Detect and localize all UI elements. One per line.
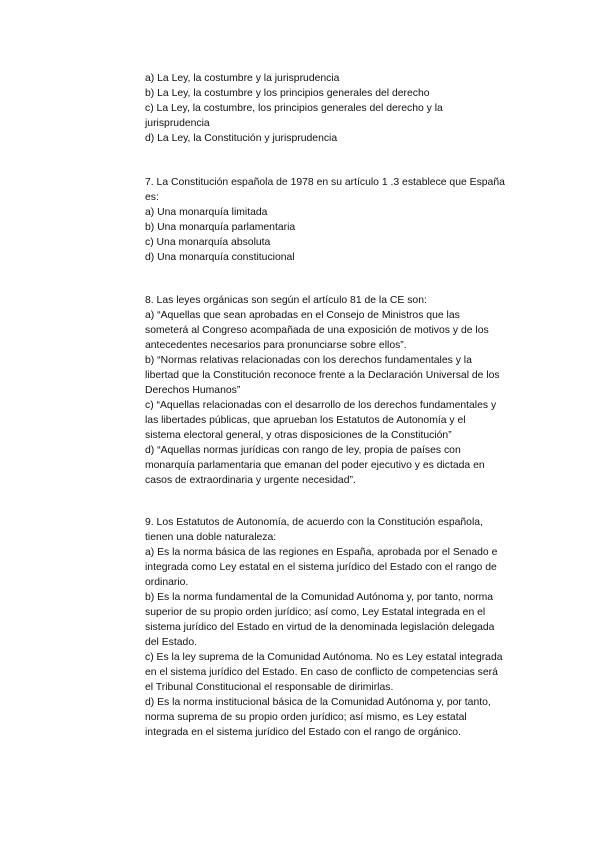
q8-option-d-cont: monarquía parlamentaria que emanan del poder ejecutivo y es dictada en (145, 460, 485, 471)
q9-option-a-cont: integrada como Ley estatal en el sistema jurídico del Estado con el rango de (145, 562, 497, 573)
q8-option-b: b) “Normas relativas relacionadas con los derechos fundamentales y la (145, 355, 472, 366)
q8-stem: 8. Las leyes orgánicas son según el artículo 81 de la CE son: (145, 295, 427, 306)
q9-stem: 9. Los Estatutos de Autonomía, de acuerdo con la Constitución española, (145, 517, 483, 528)
q8-option-c-cont: sistema electoral general, y otras disposiciones de la Constitución” (145, 430, 452, 441)
q6-option-c-cont: jurisprudencia (145, 118, 210, 129)
q7-option-a: a) Una monarquía limitada (145, 207, 268, 218)
q6-option-c: c) La Ley, la costumbre, los principios generales del derecho y la (145, 103, 443, 114)
q9-option-a: a) Es la norma básica de las regiones en España, aprobada por el Senado e (145, 547, 498, 558)
q9-stem-cont: tienen una doble naturaleza: (145, 532, 277, 543)
question-8 (145, 293, 535, 488)
question-6-options (145, 71, 535, 146)
q7-option-c: c) Una monarquía absoluta (145, 237, 271, 248)
q9-option-d: d) Es la norma institucional básica de la Comunidad Autónoma y, por tanto, (145, 697, 491, 708)
question-9 (145, 515, 535, 740)
q9-option-c: c) Es la ley suprema de la Comunidad Autónoma. No es Ley estatal integrada (145, 652, 503, 663)
q9-option-d-cont: integrada en el sistema jurídico del Estado con el rango de orgánico. (145, 727, 461, 738)
q8-option-b-cont: Derechos Humanos” (145, 385, 241, 396)
q6-option-b: b) La Ley, la costumbre y los principios generales del derecho (145, 88, 430, 99)
q8-option-d-cont: casos de extraordinaria y urgente necesidad”. (145, 475, 356, 486)
q8-option-a-cont: antecedentes necesarios para pronunciarse sobre ellos”. (145, 340, 407, 351)
q8-option-d: d) “Aquellas normas jurídicas con rango de ley, propia de países con (145, 445, 461, 456)
q8-option-c: c) “Aquellas relacionadas con el desarrollo de los derechos fundamentales y (145, 400, 497, 411)
q8-option-b-cont: libertad que la Constitución reconoce frente a la Declaración Universal de los (145, 370, 500, 381)
q9-option-a-cont: ordinario. (145, 577, 189, 588)
q9-option-c-cont: en el sistema jurídico del Estado. En caso de conflicto de competencias será (145, 667, 498, 678)
q7-stem-cont: es: (145, 192, 159, 203)
q9-option-b-cont: superior de su propio orden jurídico; así como, Ley Estatal integrada en el (145, 607, 486, 618)
q9-option-c-cont: el Tribunal Constitucional el responsable de dirimirlas. (145, 682, 394, 693)
q6-option-d: d) La Ley, la Constitución y jurisprudencia (145, 133, 338, 144)
q9-option-d-cont: norma suprema de su propio orden jurídico; así mismo, es Ley estatal (145, 712, 467, 723)
q6-option-a: a) La Ley, la costumbre y la jurisprudencia (145, 73, 340, 84)
q9-option-b-cont: sistema jurídico del Estado en virtud de la denominada legislación delegada (145, 622, 495, 633)
q8-option-a: a) “Aquellas que sean aprobadas en el Consejo de Ministros que las (145, 310, 460, 321)
q7-option-d: d) Una monarquía constitucional (145, 252, 295, 263)
q9-option-b: b) Es la norma fundamental de la Comunidad Autónoma y, por tanto, norma (145, 592, 494, 603)
q7-option-b: b) Una monarquía parlamentaria (145, 222, 296, 233)
q8-option-a-cont: someterá al Congreso acompañada de una exposición de motivos y de los (145, 325, 489, 336)
q8-option-c-cont: las libertades públicas, que aprueban los Estatutos de Autonomía y el (145, 415, 466, 426)
q9-option-b-cont: del Estado. (145, 637, 197, 648)
q7-stem: 7. La Constitución española de 1978 en su artículo 1 .3 establece que España (145, 177, 505, 188)
question-7 (145, 175, 535, 265)
